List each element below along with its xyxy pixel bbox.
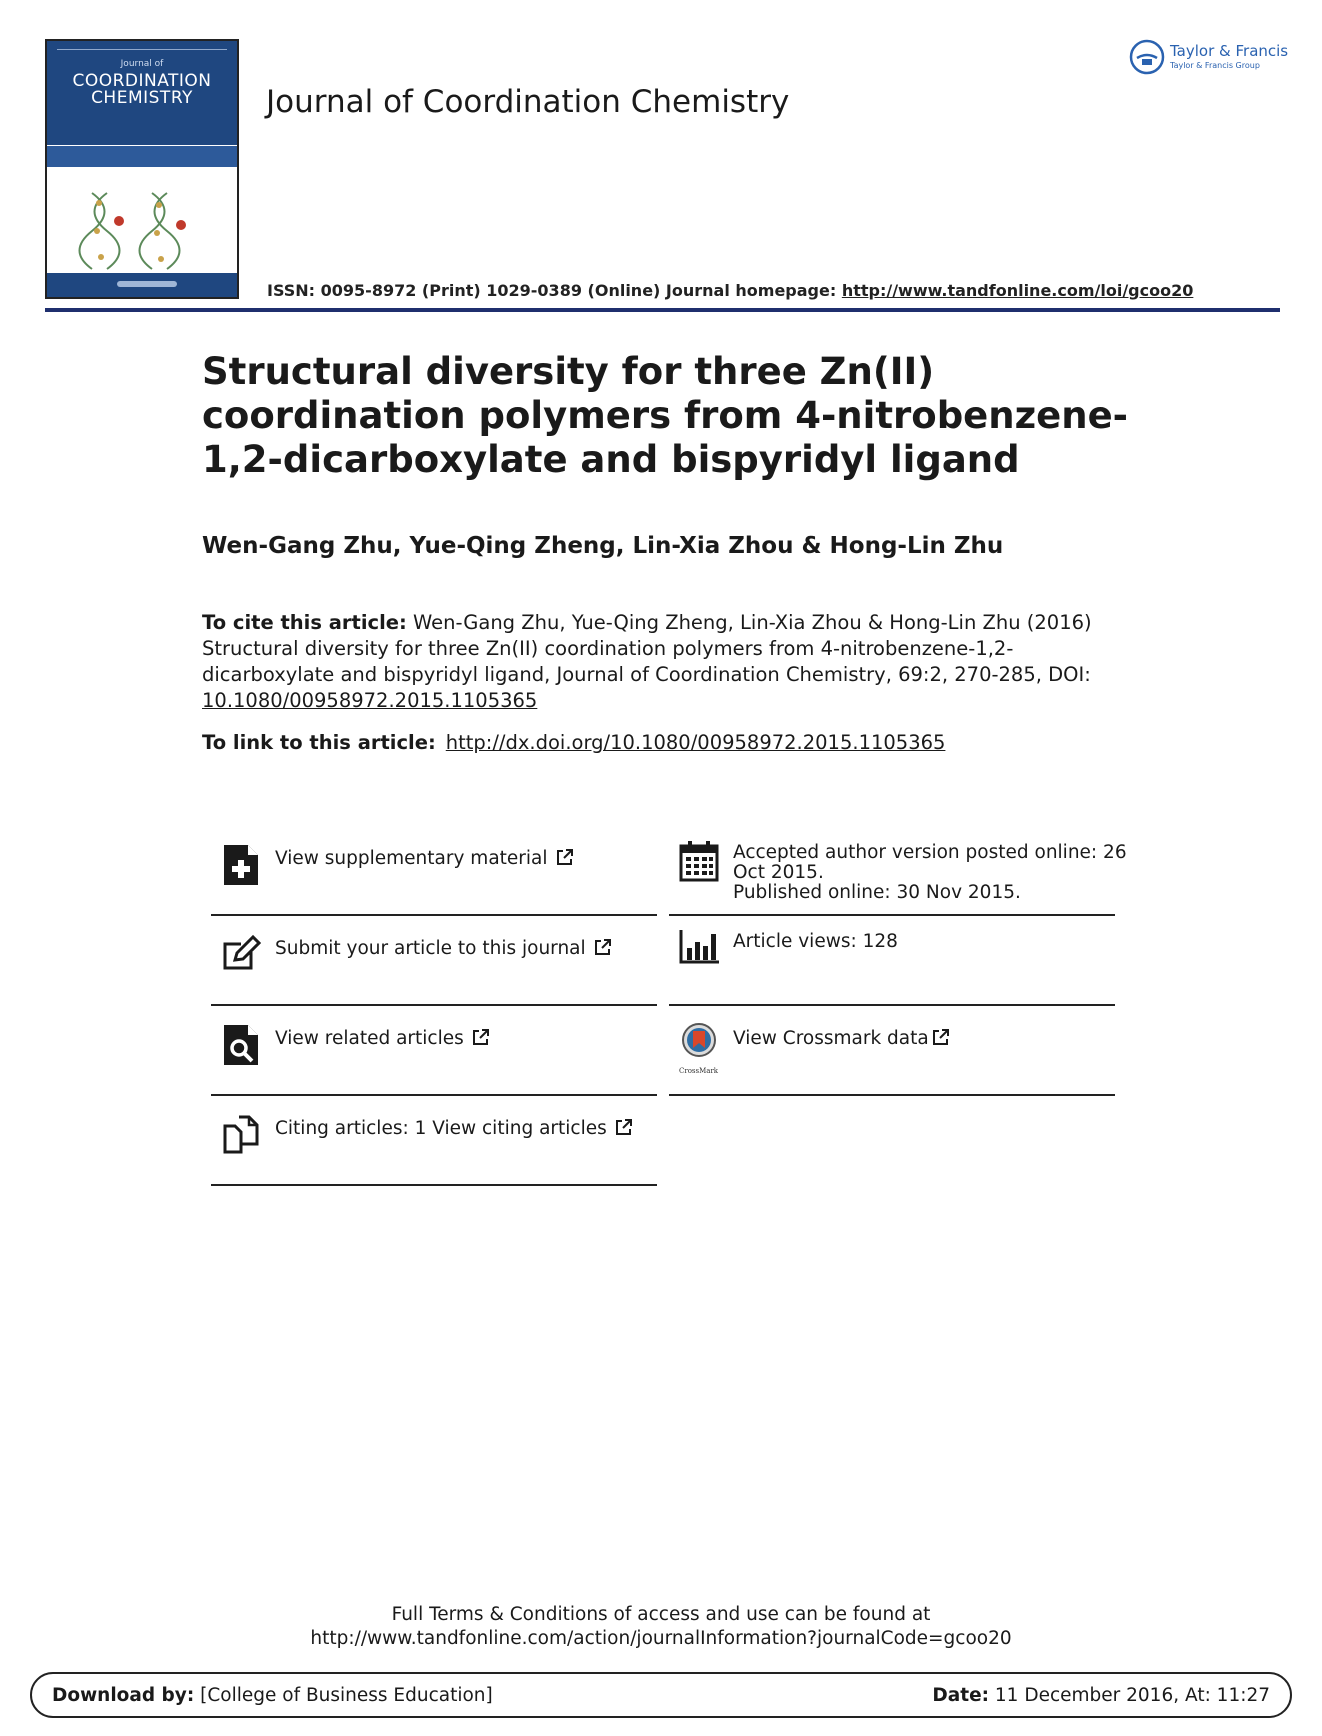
- citing-articles-item[interactable]: [211, 1096, 657, 1186]
- external-link-icon: [556, 848, 574, 866]
- copy-documents-icon: [221, 1114, 261, 1156]
- published-online-date: Published online: 30 Nov 2015.: [733, 882, 1021, 903]
- download-date: Date: 11 December 2016, At: 11:27: [932, 1685, 1270, 1706]
- article-authors: Wen-Gang Zhu, Yue-Qing Zheng, Lin-Xia Zhou & Hong-Lin Zhu: [202, 533, 1004, 559]
- related-articles-label: View related articles: [275, 1028, 464, 1049]
- terms-line: Full Terms & Conditions of access and use can be found at: [391, 1604, 931, 1625]
- publisher-group: Taylor & Francis Group: [1170, 61, 1260, 70]
- publisher-logo: [1128, 38, 1298, 78]
- edit-icon: [221, 934, 261, 976]
- issn-line: ISSN: 0095-8972 (Print) 1029-0389 (Online) Journal homepage: http://www.tandfonline.com/loi/gcoo20: [267, 281, 1194, 300]
- crossmark-logo-text: CrossMark: [679, 1067, 719, 1075]
- article-link-line: [202, 731, 945, 754]
- article-views-label: Article views: 128: [733, 931, 898, 952]
- citation-doi[interactable]: 10.1080/00958972.2015.1105365: [202, 689, 538, 712]
- add-document-icon: [221, 844, 261, 886]
- related-articles-item[interactable]: [211, 1006, 657, 1096]
- supplementary-material-item[interactable]: [211, 826, 657, 916]
- molecule-illustration: [47, 191, 239, 271]
- external-link-icon: [615, 1118, 633, 1136]
- accepted-version-date-cont: Oct 2015.: [733, 862, 824, 883]
- header-divider: [45, 308, 1280, 312]
- journal-homepage-link[interactable]: http://www.tandfonline.com/loi/gcoo20: [841, 281, 1194, 300]
- publication-dates-item: [669, 826, 1127, 916]
- citing-articles-label: Citing articles: 1 View citing articles: [275, 1118, 607, 1139]
- download-by: Download by: [College of Business Education]: [52, 1685, 493, 1706]
- submit-article-label: Submit your article to this journal: [275, 938, 586, 959]
- crossmark-icon: [679, 1022, 719, 1068]
- cover-footer: [47, 273, 237, 297]
- external-link-icon: [472, 1028, 490, 1046]
- bar-chart-icon: [679, 926, 719, 968]
- citation-label: To cite this article:: [202, 611, 407, 634]
- journal-cover-image: [45, 39, 239, 299]
- cover-title: COORDINATION CHEMISTRY: [72, 71, 212, 108]
- citation-text: Wen-Gang Zhu, Yue-Qing Zheng, Lin-Xia Zhou & Hong-Lin Zhu (2016) Structural diversity for three Zn(II) coordination polymers from 4-nitrobenzene-1,2-dicarboxylate and bispyridyl ligand, Journal of Coordination Chemistry, 69:2, 270-285, DOI:: [202, 611, 1092, 686]
- journal-name: Journal of Coordination Chemistry: [266, 84, 790, 120]
- download-info-bar: [30, 1672, 1292, 1718]
- publisher-logo-icon: [1128, 38, 1166, 76]
- search-document-icon: [221, 1024, 261, 1066]
- citation-block: [202, 610, 1122, 714]
- submit-article-item[interactable]: [211, 916, 657, 1006]
- cover-subtitle: Journal of: [120, 59, 164, 69]
- crossmark-item[interactable]: [669, 1006, 1115, 1096]
- accepted-version-date: Accepted author version posted online: 26: [733, 842, 1127, 863]
- terms-and-conditions: [0, 1603, 1322, 1651]
- external-link-icon: [932, 1028, 950, 1046]
- calendar-icon: [679, 840, 719, 882]
- external-link-icon: [594, 938, 612, 956]
- article-link-label: To link to this article:: [202, 731, 436, 754]
- publisher-name: Taylor & Francis: [1170, 42, 1289, 60]
- article-doi-link[interactable]: http://dx.doi.org/10.1080/00958972.2015.1105365: [445, 731, 946, 754]
- article-views-item: [669, 916, 1115, 1006]
- terms-url[interactable]: http://www.tandfonline.com/action/journalInformation?journalCode=gcoo20: [310, 1628, 1012, 1649]
- cover-banner: [47, 41, 237, 145]
- article-title: Structural diversity for three Zn(II) coordination polymers from 4-nitrobenzene-1,2-dicarboxylate and bispyridyl ligand: [202, 350, 1129, 481]
- supplementary-material-label: View supplementary material: [275, 848, 548, 869]
- crossmark-label: View Crossmark data: [733, 1028, 929, 1049]
